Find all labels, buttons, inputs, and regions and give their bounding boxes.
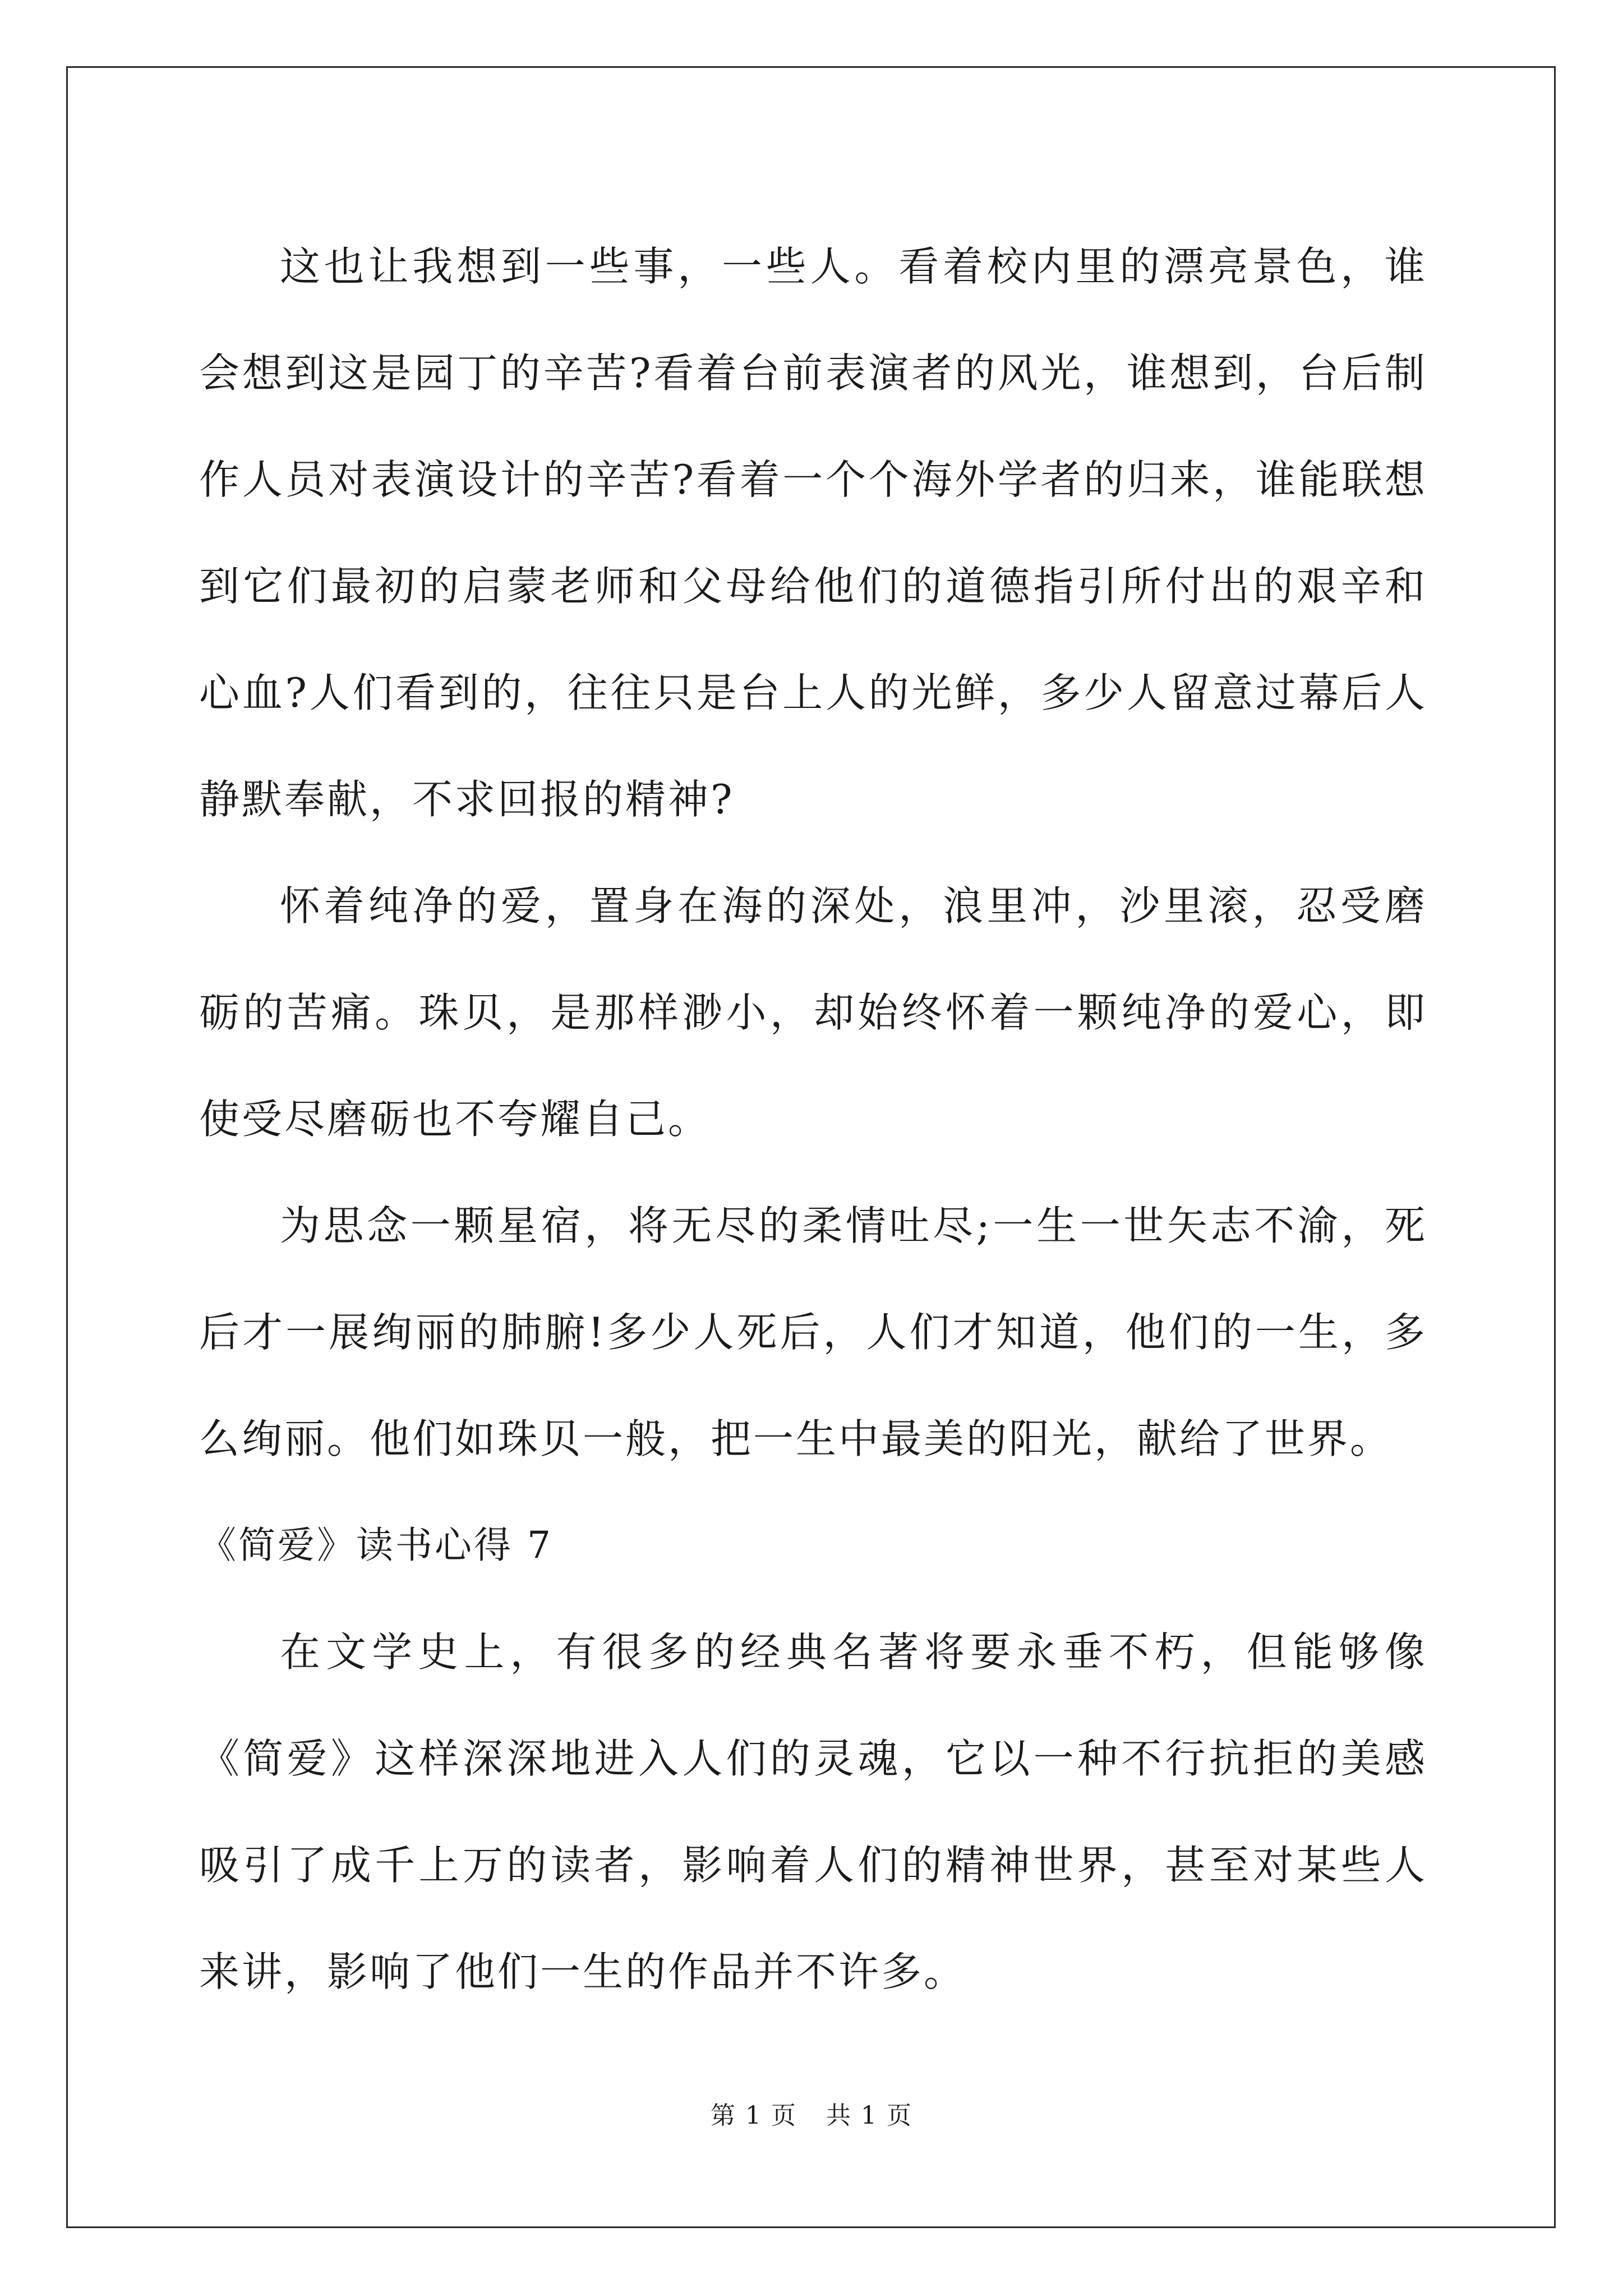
paragraph-3: 为思念一颗星宿，将无尽的柔情吐尽;一生一世矢志不渝，死后才一展绚丽的肺腑!多少人死后，人们才知道，他们的一生，多么绚丽。他们如珠贝一般，把一生中最美的阳光，献给了世界。	[199, 1202, 1427, 1462]
page-footer	[0, 2095, 1623, 2131]
page-number-current: 第 1 页	[711, 2101, 797, 2130]
document-body	[199, 213, 1427, 2025]
paragraph-1: 这也让我想到一些事，一些人。看着校内里的漂亮景色，谁会想到这是园丁的辛苦?看着台前表演者的风光，谁想到，台后制作人员对表演设计的辛苦?看着一个个海外学者的归来，谁能联想到它们最初的启蒙老师和父母给他们的道德指引所付出的艰辛和心血?人们看到的，往往只是台上人的光鲜，多少人留意过幕后人静默奉献，不求回报的精神?	[199, 243, 1427, 823]
section-heading: 《简爱》读书心得 7	[199, 1524, 553, 1567]
paragraph-4: 在文学史上，有很多的经典名著将要永垂不朽，但能够像《简爱》这样深深地进入人们的灵魂，它以一种不行抗拒的美感吸引了成千上万的读者，影响着人们的精神世界，甚至对某些人来讲，影响了他们一生的作品并不许多。	[199, 1628, 1427, 1995]
paragraph-2: 怀着纯净的爱，置身在海的深处，浪里冲，沙里滚，忍受磨砺的苦痛。珠贝，是那样渺小，却始终怀着一颗纯净的爱心，即使受尽磨砺也不夸耀自己。	[199, 882, 1427, 1143]
page-number-total: 共 1 页	[826, 2101, 912, 2130]
